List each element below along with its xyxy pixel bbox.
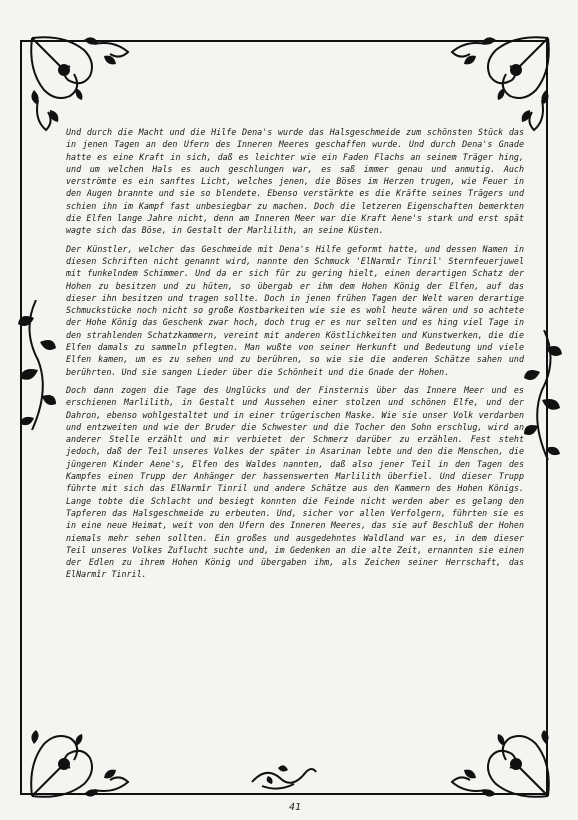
paragraph: Doch dann zogen die Tage des Unglücks und der Finsternis über das Innere Meer und es erschienen Marlilith, in Gestalt und Aussehen einer stolzen und schönen Elfe, und der Dahron, ebenso wohlgestaltet und in einer trügerischen Maske. Wie sie unser Volk verdarben und entzweiten und wie der Bruder die Schwester und die Tocher den Sohn erschlug, wird an anderer Stelle erzählt und mir verbietet der Schmerz darüber zu erzählen. Fest steht jedoch, daß der Teil unseres Volkes der später in Asarinan lebte und den die Menschen, die jüngeren Kinder Aene's, Elfen des Waldes nannten, daß also jener Teil in den Tagen des Kampfes einen Trupp der Anhänger der hassenswerten Marlilith überfiel. Und dieser Trupp führte mit sich das ElNarmîr Tinril und andere Schätze aus den Kammern des Hohen Königs. Lange tobte die Schlacht und besiegt konnten die Feinde nicht werden aber es gelang den Tapferen das Halsgeschmeide zu erbeuten. Und, sicher vor allen Verfolgern, führten sie es in eine neue Heimat, weit von den Ufern des Inneren Meeres, das sie auf Beschluß der Hohen niemals mehr sehen sollten. Ein großes und ausgedehntes Waldland war es, in dem dieser Teil unseres Volkes Zuflucht suchte und, im Gedenken an die alte Zeit, ernannten sie einen der Edlen zu ihrem Hohen König und übergaben ihm, als Zeichen seiner Herrschaft, das ElNarmîr Tinril.: [66, 384, 524, 580]
flourish-corner-icon: [24, 700, 136, 804]
bottom-flourish: [248, 762, 318, 792]
ivy-vine-icon: [14, 300, 58, 430]
page-number: 41: [288, 802, 302, 813]
corner-ornament-bottom-right: [444, 700, 556, 804]
calligraphic-flourish-icon: [248, 762, 318, 792]
ivy-vine-icon: [522, 330, 566, 460]
corner-ornament-bottom-left: [24, 700, 136, 804]
paragraph: Und durch die Macht und die Hilfe Dena's wurde das Halsgeschmeide zum schönsten Stück das in jenen Tagen an den Ufern des Inneren Meeres geschaffen wurde. Und durch Dena's Gnade hatte es eine Kraft in sich, daß es leichter wie ein Faden Flachs an seinem Träger hing, und um welchen Hals es auch geschlungen war, es saß immer genau und anmutig. Auch verströmte es ein sanftes Licht, welches jenen, die Böses im Herzen trugen, wie Feuer in den Augen brannte und sie so blendete. Ebenso verstärkte es die Kräfte seines Trägers und schien ihn im Kampf fast unbesiegbar zu machen. Doch die letzeren Eigenschaften bemerkten die Elfen lange Jahre nicht, denn am Inneren Meer war die Kraft Aene's stark und erst spät wagte sich das Böse, in Gestalt der Marlilith, an seine Küsten.: [66, 127, 524, 236]
flourish-corner-icon: [444, 30, 556, 134]
paragraph: Der Künstler, welcher das Geschmeide mit Dena's Hilfe geformt hatte, und dessen Namen in diesen Schriften nicht genannt wird, nannte den Schmuck 'ElNarmîr Tinril' Sternfeuerjuwel mit funkelndem Schimmer. Und da er sich für zu gering hielt, einen derartigen Schatz der Hohen zu besitzen und zu hüten, so übergab er ihm dem Hohen König der Elfen, auf das dieser ihn besitzen und tragen sollte. Doch in jenen frühen Tagen der Welt waren derartige Schmuckstücke noch nicht so große Kostbarkeiten wie sie es wohl heute wären und so achtete der Hohe König das Geschenk zwar hoch, doch trug er es nur selten und es hing viel Tage in den strahlenden Schatzkammern, vereint mit anderen Köstlichkeiten und Kunstwerken, die die Elfen damals zu sammeln pflegten. Man wußte von seiner Herkunft und Bedeutung und viele Elfen kamen, um es zu sehen und zu berühren, so wie sie die anderen Schätze sahen und berührten. Und sie sangen Lieder über die Schönheit und die Gnade der Hohen.: [66, 243, 524, 377]
corner-ornament-top-left: [24, 30, 136, 134]
vine-ornament-right: [522, 330, 566, 460]
flourish-corner-icon: [444, 700, 556, 804]
flourish-corner-icon: [24, 30, 136, 134]
vine-ornament-left: [14, 300, 58, 430]
body-text: [66, 126, 524, 587]
corner-ornament-top-right: [444, 30, 556, 134]
